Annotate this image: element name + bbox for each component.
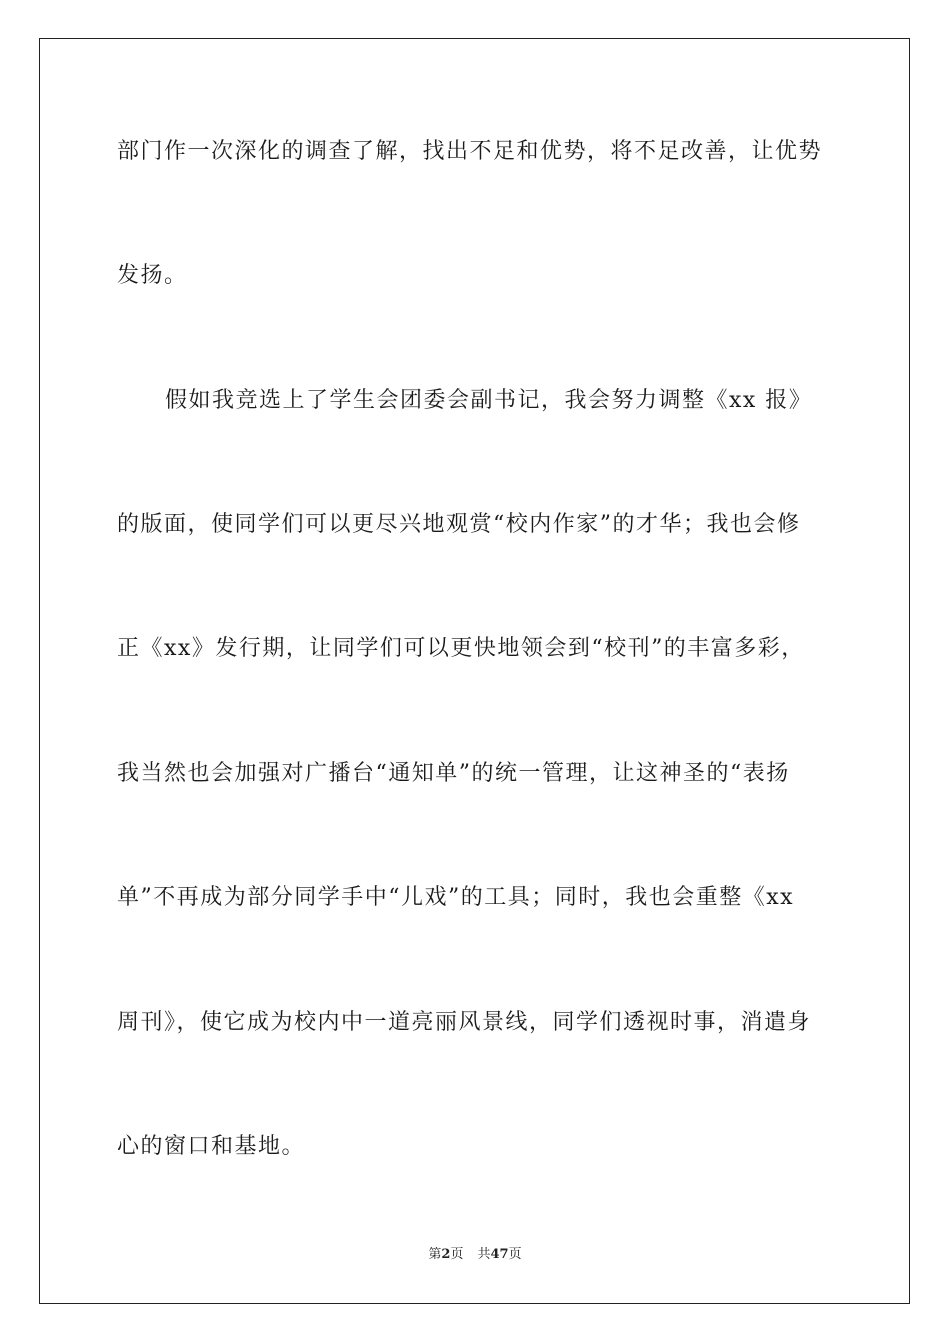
page-footer [0,1246,950,1264]
page-border [39,38,910,1304]
text-line-8: 周刊》，使它成为校内中一道亮丽风景线，同学们透视时事，消遣身 [117,1010,812,1035]
text-line-2: 发扬。 [117,263,188,288]
page-suffix: 页 [450,1247,464,1262]
page-number: 2 [441,1247,451,1262]
text-line-9: 心的窗口和基地。 [117,1134,306,1159]
text-line-6: 我当然也会加强对广播台“通知单”的统一管理，让这神圣的“表扬 [117,761,790,786]
total-suffix: 页 [508,1247,522,1262]
total-prefix: 共 [477,1247,491,1262]
text-line-5: 正《xx》发行期，让同学们可以更快地领会到“校刊”的丰富多彩， [117,636,805,661]
page-prefix: 第 [428,1247,442,1262]
text-line-4: 的版面，使同学们可以更尽兴地观赏“校内作家”的才华；我也会修 [117,512,801,537]
text-line-7: 单”不再成为部分同学手中“儿戏”的工具；同时，我也会重整《xx [117,885,795,910]
total-pages: 47 [490,1247,509,1262]
text-line-3: 假如我竞选上了学生会团委会副书记，我会努力调整《xx 报》 [165,388,813,413]
text-line-1: 部门作一次深化的调查了解，找出不足和优势，将不足改善，让优势 [117,139,823,164]
